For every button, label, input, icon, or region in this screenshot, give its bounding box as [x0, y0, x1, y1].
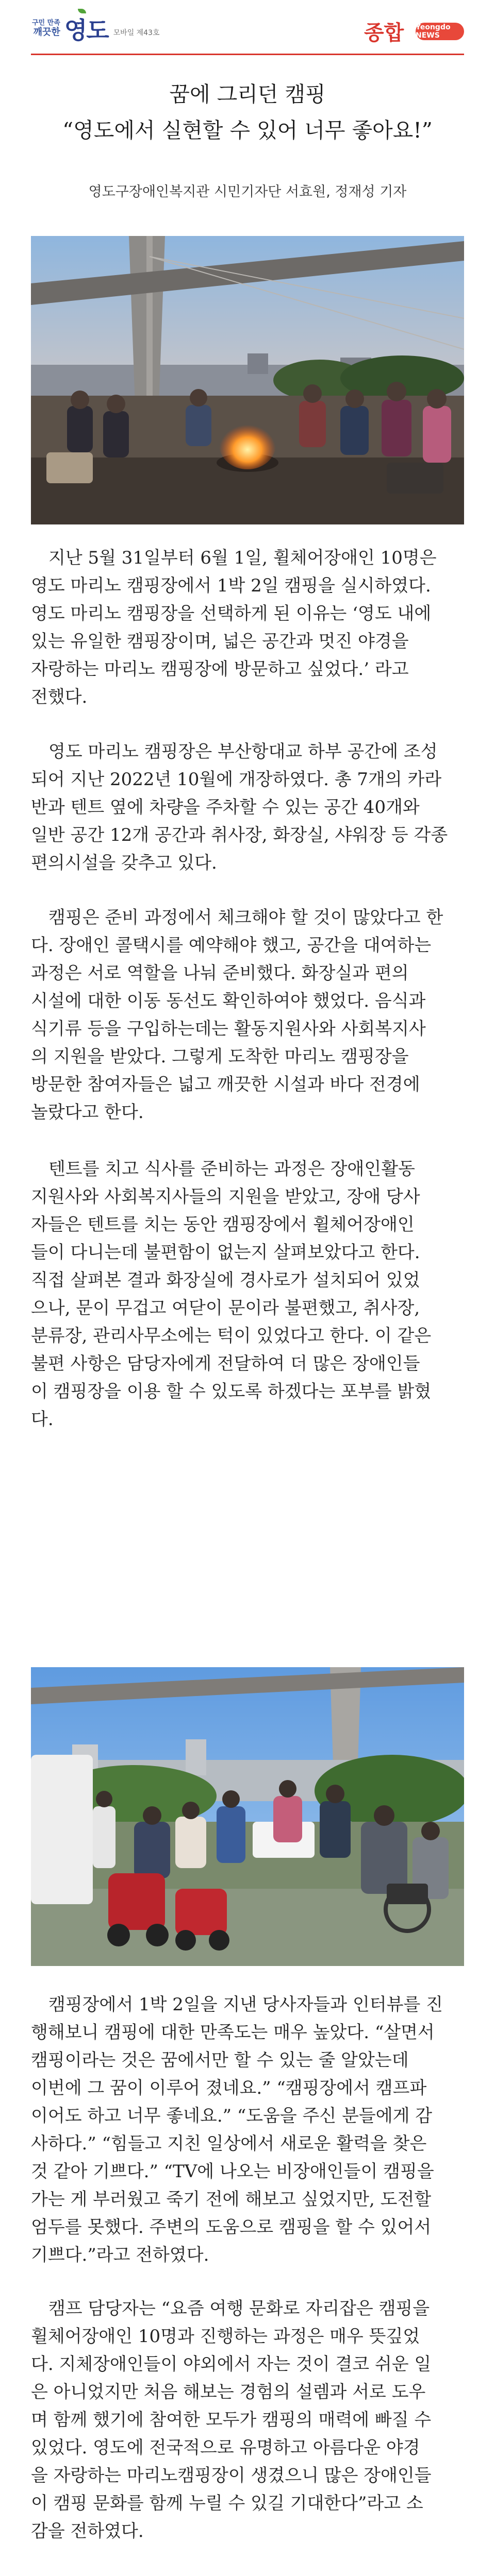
paragraph-line: 시설에 대한 이동 동선도 확인하여야 했었다. 음식과 — [31, 991, 426, 1011]
logo-title — [64, 12, 108, 46]
paragraph-line: 이 캠핑 문화를 함께 누릴 수 있길 기대한다”라고 소 — [31, 2493, 423, 2514]
paragraph-line: 의 지원을 받았다. 그렇게 도착한 마리노 캠핑장을 — [31, 1046, 409, 1067]
paragraph-line: 되어 지난 2022년 10월에 개장하였다. 총 7개의 카라 — [31, 769, 442, 790]
paragraph-line: 며 함께 했기에 참여한 모두가 캠핑의 매력에 빠질 수 — [31, 2410, 432, 2430]
paragraph-line: 놀랐다고 한다. — [31, 1102, 144, 1123]
paragraph-line: 있는 유일한 캠핑장이며, 넓은 공간과 멋진 야경을 — [31, 631, 409, 652]
paragraph-2 — [31, 738, 464, 877]
paragraph-line: 지원사와 사회복지사들의 지원을 받았고, 장애 당사 — [31, 1187, 420, 1207]
paragraph-line: 을 자랑하는 마리노캠핑장이 생겼으니 많은 장애인들 — [31, 2465, 432, 2486]
paragraph-line: 자들은 텐트를 치는 동안 캠핑장에서 휠체어장애인 — [31, 1214, 415, 1235]
paragraph-line: 다. 지체장애인들이 야외에서 자는 것이 결코 쉬운 일 — [31, 2354, 432, 2375]
paragraph-4 — [31, 1155, 464, 1433]
paragraph-line: 기쁘다.”라고 전하였다. — [31, 2245, 209, 2265]
campfire-photo — [31, 236, 464, 524]
paragraph-line: 이번에 그 꿈이 이루어 졌네요.” “캠핑장에서 캠프파 — [31, 2078, 427, 2098]
paragraph-line: 이 캠핑장을 이용 할 수 있도록 하겠다는 포부를 밝혔 — [31, 1381, 432, 1402]
paragraph-line: 것 같아 기쁘다.” “TV에 나오는 비장애인들이 캠핑을 — [31, 2161, 434, 2182]
paragraph-line: 캠핑은 준비 과정에서 체크해야 할 것이 많았다고 한 — [48, 907, 443, 928]
logo-title-text: 영도 — [64, 16, 108, 44]
paragraph-line: 분류장, 관리사무소에는 턱이 있었다고 한다. 이 같은 — [31, 1326, 432, 1346]
paragraph-line: 자랑하는 마리노 캠핑장에 방문하고 싶었다.’ 라고 — [31, 659, 409, 680]
logo-slogan-line1: 구민 만족 — [32, 19, 60, 27]
paragraph-line: 으나, 문이 무겁고 여닫이 문이라 불편했고, 취사장, — [31, 1298, 420, 1318]
leaf-icon — [78, 9, 86, 13]
newsletter-logo[interactable] — [32, 12, 160, 45]
paragraph-6 — [31, 2295, 464, 2545]
paragraph-line: 편의시설을 갖추고 있다. — [31, 853, 217, 873]
paragraph-line: 캠프 담당자는 “요즘 여행 문화로 자리잡은 캠핑을 — [48, 2298, 430, 2319]
newsletter-header — [0, 0, 495, 58]
group-photo — [31, 1667, 464, 1966]
news-badge: Yeongdo NEWS — [416, 23, 464, 40]
paragraph-5 — [31, 1991, 464, 2269]
paragraph-line: 사하다.” “힘들고 지친 일상에서 새로운 활력을 찾은 — [31, 2133, 427, 2154]
paragraph-line: 불편 사항은 담당자에게 전달하여 더 많은 장애인들 — [31, 1353, 420, 1374]
logo-slogan — [32, 20, 60, 38]
paragraph-line: 전했다. — [31, 687, 88, 707]
paragraph-line: 은 아니었지만 처음 해보는 경험의 설렘과 서로 도우 — [31, 2382, 426, 2402]
paragraph-line: 영도 마리노 캠핑장에서 1박 2일 캠핑을 실시하였다. — [31, 575, 431, 596]
paragraph-line: 영도 마리노 캠핑장을 선택하게 된 이유는 ‘영도 내에 — [31, 603, 432, 624]
paragraph-line: 엄두를 못했다. 주변의 도움으로 캠핑을 할 수 있어서 — [31, 2217, 432, 2238]
issue-number: 모바일 제43호 — [113, 29, 160, 37]
paragraph-line: 지난 5월 31일부터 6월 1일, 휠체어장애인 10명은 — [48, 548, 437, 568]
paragraph-1 — [31, 544, 464, 711]
paragraph-line: 들이 다니는데 불편함이 없는지 살펴보았다고 한다. — [31, 1242, 420, 1263]
logo-slogan-line2: 깨끗한 — [33, 27, 60, 38]
paragraph-3 — [31, 904, 464, 1126]
title-line-1: 꿈에 그리던 캠핑 — [169, 82, 326, 107]
paragraph-line: 캠핑장에서 1박 2일을 지낸 당사자들과 인터뷰를 진 — [48, 1994, 443, 2015]
paragraph-line: 과정은 서로 역할을 나눠 준비했다. 화장실과 편의 — [31, 963, 409, 984]
paragraph-line: 직접 살펴본 결과 화장실에 경사로가 설치되어 있었 — [31, 1270, 420, 1291]
paragraph-line: 행해보니 캠핑에 대한 만족도는 매우 높았다. “살면서 — [31, 2022, 435, 2043]
paragraph-line: 휠체어장애인 10명과 진행하는 과정은 매우 뜻깊었 — [31, 2326, 420, 2347]
article-byline: 영도구장애인복지관 시민기자단 서효원, 정재성 기자 — [88, 184, 407, 200]
paragraph-line: 방문한 참여자들은 넓고 깨끗한 시설과 바다 전경에 — [31, 1074, 420, 1095]
paragraph-line: 감을 전하였다. — [31, 2521, 144, 2541]
paragraph-line: 영도 마리노 캠핑장은 부산항대교 하부 공간에 조성 — [48, 741, 438, 762]
paragraph-line: 가는 게 부러웠고 죽기 전에 해보고 싶었지만, 도전할 — [31, 2189, 432, 2210]
title-line-2: “영도에서 실현할 수 있어 너무 좋아요!” — [62, 118, 433, 143]
paragraph-line: 일반 공간 12개 공간과 취사장, 화장실, 샤워장 등 각종 — [31, 825, 448, 845]
paragraph-line: 캠핑이라는 것은 꿈에서만 할 수 있는 줄 알았는데 — [31, 2050, 409, 2071]
section-label: 종합 — [364, 21, 404, 45]
paragraph-line: 있었다. 영도에 전국적으로 유명하고 아름다운 야경 — [31, 2437, 420, 2458]
paragraph-line: 식기류 등을 구입하는데는 활동지원사와 사회복지사 — [31, 1019, 426, 1039]
paragraph-line: 다. 장애인 콜택시를 예약해야 했고, 공간을 대여하는 — [31, 935, 432, 956]
paragraph-line: 다. — [31, 1409, 54, 1430]
header-divider — [31, 54, 464, 55]
paragraph-line: 이어도 하고 너무 좋네요.” “도움을 주신 분들에게 감 — [31, 2106, 433, 2126]
article-title — [0, 76, 495, 148]
paragraph-line: 텐트를 치고 식사를 준비하는 과정은 장애인활동 — [48, 1159, 415, 1179]
paragraph-line: 반과 텐트 옆에 차량을 주차할 수 있는 공간 40개와 — [31, 797, 420, 818]
